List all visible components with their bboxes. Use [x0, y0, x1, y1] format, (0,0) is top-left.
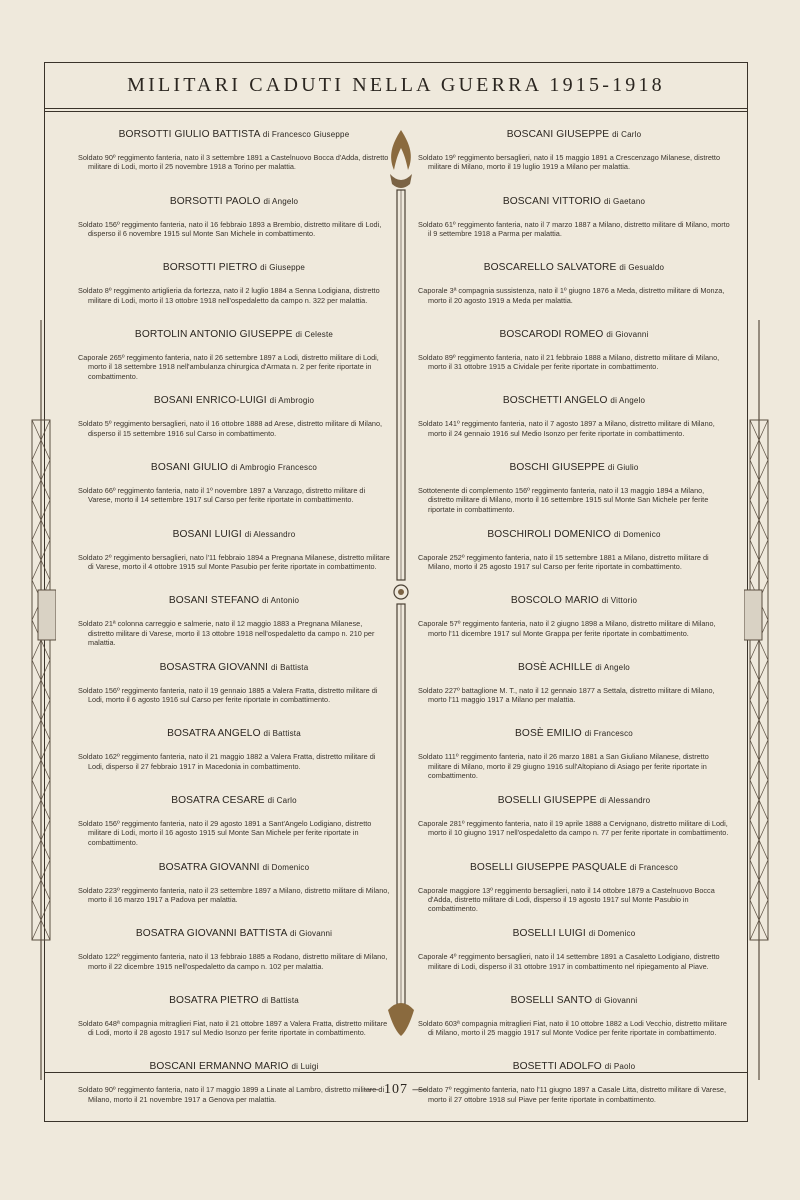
entry-text: Caporale 4º reggimento bersaglieri, nato il 14 settembre 1891 a Casaletto Lodigiano, distretto militare di Lodi, disperso il 31 ottobre 1917 in combattimento nel ripiegamento al Piave.: [418, 952, 720, 971]
entry-name: BOSELLI GIUSEPPE di Alessandro: [497, 794, 651, 806]
entry: [78, 994, 390, 1052]
entry-text: Soldato 648ª compagnia mitraglieri Fiat, nato il 21 ottobre 1897 a Valera Fratta, distretto militare di Lodi, morto il 28 agosto 1917 sul Medio Isonzo per ferite riportate in combattimento.: [78, 1018, 388, 1038]
entry-text: Soldato 89º reggimento fanteria, nato il 21 febbraio 1888 a Milano, distretto militare di Milano, morto il 31 ottobre 1915 a Cividale per ferite riportate in combattimento.: [418, 352, 720, 372]
entry: [418, 727, 730, 785]
header-rule-thin: [44, 111, 748, 112]
entry: [418, 661, 730, 719]
entry-name: BOSANI ENRICO-LUIGI di Ambrogio: [153, 395, 315, 407]
entry-text: Soldato 603ª compagnia mitraglieri Fiat, nato il 10 ottobre 1882 a Lodi Vecchio, distretto militare di Milano, morto il 25 maggio 1917 sul Monte Vodice per ferite riportate in combattimento.: [418, 1018, 727, 1038]
entry-name: BOSCANI ERMANNO MARIO di Luigi: [149, 1061, 319, 1073]
entry: [418, 461, 730, 519]
entry-name: BOSCANI VITTORIO di Gaetano: [502, 195, 646, 207]
entry-name: BOSÈ EMILIO di Francesco: [515, 728, 633, 740]
entry: [78, 394, 390, 452]
entry: [418, 594, 730, 652]
entry: [418, 528, 730, 586]
page-title: MILITARI CADUTI NELLA GUERRA 1915-1918: [127, 74, 665, 96]
entry-text: Soldato 61º reggimento fanteria, nato il 7 marzo 1887 a Milano, distretto militare di Milano, morto il 9 settembre 1918 a Parma per malattia.: [418, 219, 730, 238]
entry-text: Caporale 3ª compagnia sussistenza, nato il 1º giugno 1876 a Meda, distretto militare di Monza, morto il 20 agosto 1919 a Meda per malattia.: [418, 286, 725, 305]
entry: [78, 528, 390, 586]
entry-text: Soldato 66º reggimento fanteria, nato il 1º novembre 1897 a Vanzago, distretto militare di Varese, morto il 14 settembre 1917 sul Carso per ferite riportate in combattimento.: [78, 485, 366, 505]
entry-text: Soldato 156º reggimento fanteria, nato il 16 febbraio 1893 a Brembio, distretto militare di Lodi, disperso il 6 novembre 1915 sul Monte San Michele in combattimento.: [78, 219, 382, 238]
entry: [78, 328, 390, 386]
entry-name: BOSELLI SANTO di Giovanni: [510, 994, 638, 1006]
entry: [418, 328, 730, 386]
entry: [78, 727, 390, 785]
entry-name: BOSETTI ADOLFO di Paolo: [512, 1061, 636, 1073]
entry: [78, 195, 390, 253]
entry-text: Soldato 156º reggimento fanteria, nato il 29 agosto 1891 a Sant'Angelo Lodigiano, distretto militare di Lodi, morto il 16 agosto 1915 sul Monte San Michele per ferite riportate in combattimento.: [78, 818, 372, 847]
entry-name: BOSATRA CESARE di Carlo: [171, 794, 297, 806]
entry: [78, 461, 390, 519]
entry: [418, 128, 730, 186]
entry-name: BOSASTRA GIOVANNI di Battista: [159, 661, 309, 673]
entry-name: BOSÈ ACHILLE di Angelo: [518, 661, 630, 673]
entry-name: BOSANI STEFANO di Antonio: [168, 595, 300, 607]
entry-text: Soldato 156º reggimento fanteria, nato il 19 gennaio 1885 a Valera Fratta, distretto militare di Lodi, morto il 6 agosto 1916 sul Carso per ferite riportate in combattimento.: [78, 685, 378, 705]
page-number: — 107 —: [364, 1082, 428, 1097]
entry-text: Soldato 7º reggimento fanteria, nato l'11 giugno 1897 a Casale Litta, distretto militare di Varese, morto il 27 ottobre 1918 sul Piave per ferite riportate in combattimento.: [418, 1085, 727, 1104]
entry-text: Soldato 5º reggimento bersaglieri, nato il 16 ottobre 1888 ad Arese, distretto militare di Milano, disperso il 15 settembre 1916 sul Carso in combattimento.: [78, 419, 383, 438]
entry-name: BORSOTTI GIULIO BATTISTA di Francesco Giuseppe: [118, 129, 350, 140]
entry: [418, 927, 730, 985]
entry-text: Caporale 281º reggimento fanteria, nato il 19 aprile 1888 a Cervignano, distretto militare di Lodi, morto il 10 giugno 1917 nell'ospedaletto da campo n. 77 per ferite riportate in combattimento.: [418, 818, 729, 838]
entry: [78, 794, 390, 852]
entry: [418, 195, 730, 253]
left-side-ornament: [26, 320, 56, 1080]
entry-text: Caporale 252º reggimento fanteria, nato il 15 settembre 1881 a Milano, distretto militare di Milano, morto il 25 agosto 1917 sul Carso per ferite riportate in combattimento.: [418, 552, 709, 571]
entry: [78, 927, 390, 985]
entry-text: Soldato 90º reggimento fanteria, nato il 17 maggio 1899 a Linate al Lambro, distretto militare di Milano, morto il 21 novembre 1917 a Genova per malattia.: [78, 1085, 385, 1104]
entry-name: BOSANI LUIGI di Alessandro: [172, 528, 296, 540]
entry: [78, 128, 390, 186]
entry: [418, 994, 730, 1052]
entry-name: BOSATRA PIETRO di Battista: [169, 994, 299, 1006]
entry-name: BORSOTTI PAOLO di Angelo: [169, 195, 299, 207]
entry-name: BOSATRA ANGELO di Battista: [167, 728, 301, 740]
entry-name: BOSCHIROLI DOMENICO di Domenico: [487, 528, 661, 540]
footer-rule: [44, 1072, 748, 1073]
entry-name: BOSELLI LUIGI di Domenico: [512, 928, 636, 940]
entry-name: BORTOLIN ANTONIO GIUSEPPE di Celeste: [134, 328, 334, 340]
entry-text: Soldato 227º battaglione M. T., nato il 12 gennaio 1877 a Settala, distretto militare di Milano, morto l'11 maggio 1917 a Milano per malattia.: [418, 685, 715, 705]
entry-text: Soldato 21ª colonna carreggio e salmerie, nato il 12 maggio 1883 a Pregnana Milanese, distretto militare di Varese, morto il 13 ottobre 1918 nell'ospedaletto da campo n. 210 per malattia.: [78, 619, 375, 647]
right-column: [418, 128, 730, 1127]
entry-name: BOSATRA GIOVANNI BATTISTA di Giovanni: [135, 928, 333, 940]
entry: [78, 261, 390, 319]
entry-text: Soldato 223º reggimento fanteria, nato il 23 settembre 1897 a Milano, distretto militare di Milano, morto il 16 marzo 1917 a Padova per malattia.: [78, 885, 390, 904]
entry-text: Sottotenente di complemento 156º reggimento fanteria, nato il 13 maggio 1894 a Milano, distretto militare di Milano, morto il 16 settembre 1915 sul Monte San Michele per ferite riportate in combattimento.: [418, 485, 709, 514]
entry-text: Soldato 8º reggimento artiglieria da fortezza, nato il 2 luglio 1884 a Senna Lodigiana, distretto militare di Lodi, morto il 13 ottobre 1918 nell'ospedaletto da campo n. 322 per malattia.: [78, 286, 380, 305]
entry-text: Caporale maggiore 13º reggimento bersaglieri, nato il 14 ottobre 1879 a Castelnuovo Bocca d'Adda, distretto militare di Lodi, disperso il 19 agosto 1917 sul Monte Pasubio in combattimento.: [418, 885, 715, 914]
entry-text: Caporale 265º reggimento fanteria, nato il 26 settembre 1897 a Lodi, distretto militare di Lodi, morto il 18 settembre 1918 nell'ambulanza chirurgica d'Armata n. 2 per ferite riportate in combattimento.: [78, 352, 379, 381]
entry-name: BORSOTTI PIETRO di Giuseppe: [162, 262, 306, 274]
entry-text: Soldato 122º reggimento fanteria, nato il 13 febbraio 1885 a Rodano, distretto militare di Milano, morto il 22 dicembre 1915 nell'ospedaletto da campo n. 102 per malattia.: [78, 952, 388, 971]
entry-text: Caporale 57º reggimento fanteria, nato il 2 giugno 1898 a Milano, distretto militare di Milano, morto l'11 dicembre 1917 sul Monte Grappa per ferite riportate in combattimento.: [418, 619, 716, 638]
header-rule: [44, 108, 748, 109]
entry: [418, 794, 730, 852]
entry: [418, 394, 730, 452]
entry-text: Soldato 141º reggimento fanteria, nato il 7 agosto 1897 a Milano, distretto militare di Milano, morto il 24 gennaio 1916 sul Medio Isonzo per ferite riportate in combattimento.: [418, 419, 715, 438]
entry-name: BOSELLI GIUSEPPE PASQUALE di Francesco: [469, 861, 679, 873]
entry-name: BOSANI GIULIO di Ambrogio Francesco: [150, 461, 318, 473]
entry: [418, 261, 730, 319]
entry-text: Soldato 162º reggimento fanteria, nato il 21 maggio 1882 a Valera Fratta, distretto militare di Lodi, disperso il 27 febbraio 1917 in Macedonia in combattimento.: [78, 752, 376, 771]
entry-text: Soldato 19º reggimento bersaglieri, nato il 15 maggio 1891 a Crescenzago Milanese, distretto militare di Milano, morto il 19 luglio 1919 a Milano per malattia.: [418, 153, 721, 172]
entry-text: Soldato 111º reggimento fanteria, nato il 26 marzo 1881 a San Giuliano Milanese, distretto militare di Milano, morto il 29 giugno 1916 sull'Altopiano di Asiago per ferite riportate in combattimento.: [418, 752, 709, 781]
entry-name: BOSCHI GIUSEPPE di Giulio: [509, 461, 639, 473]
entry-text: Soldato 90º reggimento fanteria, nato il 3 settembre 1891 a Castelnuovo Bocca d'Adda, distretto militare di Lodi, morto il 25 novembre 1918 a Torino per malattia.: [78, 153, 389, 172]
right-side-ornament: [744, 320, 774, 1080]
entry: [78, 861, 390, 919]
entry-text: Soldato 2º reggimento bersaglieri, nato l'11 febbraio 1894 a Pregnana Milanese, distretto militare di Varese, morto il 4 ottobre 1915 sul Monte Pasubio per ferite riportate in combattimento.: [78, 552, 390, 571]
entry: [78, 661, 390, 719]
left-column: [78, 128, 390, 1127]
entry-name: BOSCANI GIUSEPPE di Carlo: [506, 129, 642, 140]
entry-name: BOSCOLO MARIO di Vittorio: [510, 595, 638, 607]
entry-name: BOSCARELLO SALVATORE di Gesualdo: [483, 262, 665, 274]
entry: [418, 861, 730, 919]
entry-name: BOSCARODI ROMEO di Giovanni: [499, 328, 649, 340]
entry: [78, 594, 390, 652]
entry-name: BOSATRA GIOVANNI di Domenico: [158, 861, 310, 873]
entry-name: BOSCHETTI ANGELO di Angelo: [502, 395, 646, 407]
